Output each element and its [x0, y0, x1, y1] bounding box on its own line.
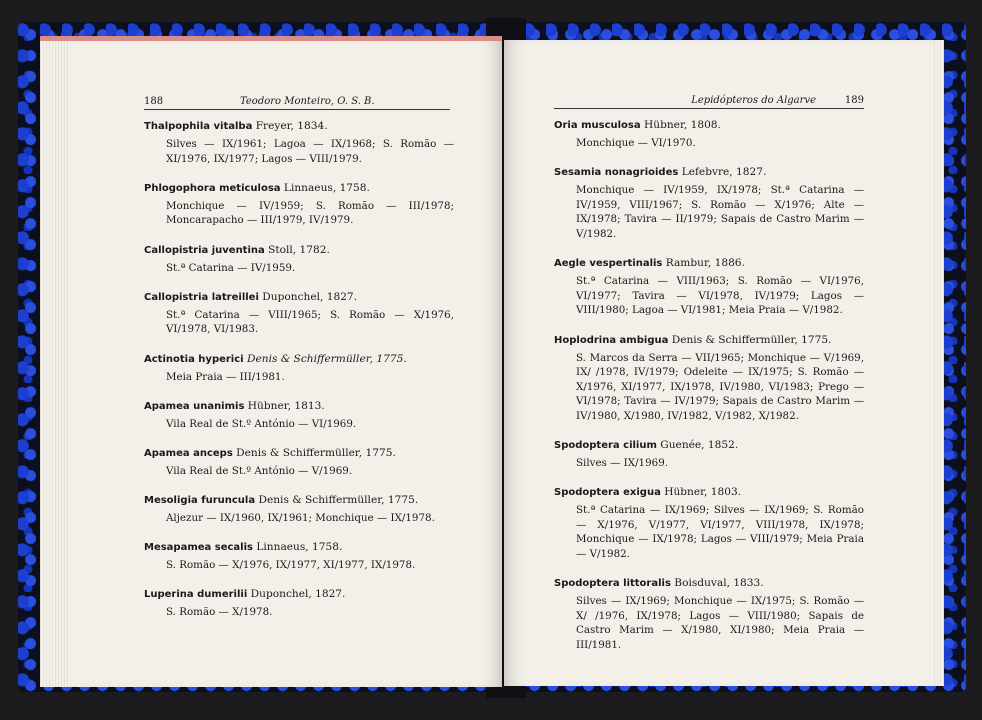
entry-title: [554, 576, 864, 591]
entry-title: [554, 438, 864, 453]
locality-records: St.ª Catarina — IV/1959.: [166, 261, 296, 274]
entry-title: [144, 243, 454, 258]
entry-title: [144, 540, 454, 555]
species-entry: [554, 333, 864, 424]
page-number: 188: [144, 96, 164, 107]
species-name: Spodoptera cilium: [554, 440, 657, 452]
entry-title: [144, 119, 454, 134]
species-entry: [554, 485, 864, 561]
running-head: Lepidópteros do Algarve: [691, 95, 816, 106]
entry-title: [144, 587, 454, 602]
entry-title: [144, 290, 454, 305]
species-name: Apamea anceps: [144, 447, 233, 459]
entry-title: [554, 118, 864, 133]
locality-records: Monchique — VI/1970.: [576, 137, 696, 149]
entry-title: [144, 493, 454, 508]
species-name: Apamea unanimis: [144, 400, 245, 412]
locality-records: Silves — IX/1969.: [576, 457, 669, 470]
species-entry: [144, 243, 454, 276]
entry-title: [144, 399, 454, 414]
locality-records: S. Romão — X/1976, IX/1977, XI/1977, IX/1978.: [166, 559, 416, 572]
species-entry: [144, 587, 454, 620]
species-author: Hübner, 1813.: [247, 399, 325, 412]
species-entry: [144, 399, 454, 432]
species-name: Callopistria latreillei: [144, 291, 259, 303]
species-author: Linnaeus, 1758.: [256, 541, 343, 554]
entry-title: [554, 333, 864, 348]
page-number: 189: [844, 95, 864, 106]
left-entries: [144, 119, 454, 635]
species-entry: [144, 119, 454, 166]
species-entry: [144, 290, 454, 337]
species-name: Mesapamea secalis: [144, 542, 253, 554]
entry-title: [144, 181, 454, 196]
locality-records: Vila Real de St.º António — VI/1969.: [166, 417, 357, 430]
locality-records: St.ª Catarina — IX/1969; Silves — IX/1969; S. Romão — X/1976, V/1977, VI/1977, VIII/1978, IX/1978; Monchique — IX/1978; Lagos — VIII/1979; Meia Praia — V/1982.: [576, 504, 864, 561]
locality-records: Silves — IX/1961; Lagoa — IX/1968; S. Romão — XI/1976, IX/1977; Lagos — VIII/1979.: [166, 138, 454, 165]
species-author: Denis & Schiffermüller, 1775.: [236, 446, 396, 459]
left-page: [40, 36, 502, 687]
locality-records: Monchique — IV/1959; S. Romão — III/1978; Moncarapacho — III/1979, IV/1979.: [166, 199, 454, 227]
species-name: Sesamia nonagrioides: [554, 167, 679, 179]
species-name: Spodoptera exigua: [554, 487, 661, 499]
locality-records: S. Marcos da Serra — VII/1965; Monchique — V/1969, IX/ /1978, IV/1979; Odeleite — IX/1975; S. Romão — X/1976, XI/1977, IX/1978, IV/1980, VI/1983; Prego — VI/1978; Tavira — IV/1979; Sapais de Castro Marim — IV/1980, X/1980, IV/1982, V/1982, X/1982.: [576, 351, 864, 422]
species-author: Hübner, 1803.: [664, 486, 742, 499]
left-page-header: [144, 95, 450, 110]
locality-records: Meia Praia — III/1981.: [166, 370, 285, 383]
locality-records: Aljezur — IX/1960, IX/1961; Monchique — IX/1978.: [166, 512, 435, 525]
species-author: Linnaeus, 1758.: [283, 181, 370, 194]
species-author: Lefebvre, 1827.: [681, 166, 767, 179]
locality-records: Monchique — IV/1959, IX/1978; St.ª Catarina — IV/1959, VIII/1967; S. Romão — X/1976; Alte — IX/1978; Tavira — II/1979; Sapais de Castro Marim — V/1982.: [576, 184, 864, 240]
species-author: Boisduval, 1833.: [674, 577, 764, 590]
species-author: Denis & Schiffermüller, 1775.: [671, 333, 832, 346]
entry-title: [554, 256, 864, 271]
species-entry: [554, 438, 864, 471]
species-author: Freyer, 1834.: [255, 120, 328, 132]
species-name: Spodoptera littoralis: [554, 578, 671, 590]
species-author: Denis & Schiffermüller, 1775.: [258, 494, 419, 507]
species-name: Luperina dumerilii: [144, 589, 248, 601]
species-name: Actinotia hyperici: [144, 353, 244, 365]
right-page: [504, 40, 944, 686]
locality-records: St.ª Catarina — VIII/1965; S. Romão — X/1976, VI/1978, VI/1983.: [166, 308, 454, 336]
species-name: Oria musculosa: [554, 120, 641, 131]
species-name: Mesoligia furuncula: [144, 495, 256, 507]
species-name: Phlogophora meticulosa: [144, 182, 281, 194]
entry-title: [144, 352, 454, 367]
species-entry: [144, 493, 454, 526]
species-entry: [144, 352, 454, 385]
right-entries: [554, 118, 864, 667]
locality-records: S. Romão — X/1978.: [166, 606, 273, 619]
locality-records: St.ª Catarina — VIII/1963; S. Romão — VI/1976, VI/1977; Tavira — VI/1978, IV/1979; Lagos — VIII/1980; Lagoa — VI/1981; Meia Praia — V/1982.: [576, 275, 864, 317]
species-name: Aegle vespertinalis: [554, 258, 663, 270]
running-head: Teodoro Monteiro, O. S. B.: [240, 96, 375, 107]
species-author: Duponchel, 1827.: [250, 588, 346, 601]
entry-title: [554, 485, 864, 500]
species-entry: [144, 446, 454, 479]
species-entry: [554, 165, 864, 241]
species-name: Hoplodrina ambigua: [554, 334, 669, 346]
species-entry: [554, 118, 864, 151]
species-author: Stoll, 1782.: [268, 243, 330, 256]
species-author: Denis & Schiffermüller, 1775.: [246, 352, 407, 365]
species-entry: [554, 256, 864, 318]
entry-title: [144, 446, 454, 461]
species-entry: [144, 181, 454, 228]
species-author: Duponchel, 1827.: [262, 290, 358, 303]
locality-records: Silves — IX/1969; Monchique — IX/1975; S. Romão — X/ /1976, IX/1978; Lagos — VIII/1980; Sapais de Castro Marim — X/1980, XI/1980; Meia Praia — III/1981.: [576, 595, 864, 652]
species-author: Guenée, 1852.: [660, 439, 739, 452]
species-name: Callopistria juventina: [144, 244, 265, 256]
species-author: Hübner, 1808.: [644, 119, 721, 131]
species-name: Thalpophila vitalba: [144, 121, 253, 132]
species-entry: [554, 576, 864, 652]
locality-records: Vila Real de St.º António — V/1969.: [166, 464, 353, 477]
species-entry: [144, 540, 454, 573]
right-page-header: [554, 94, 864, 109]
entry-title: [554, 165, 864, 180]
species-author: Rambur, 1886.: [665, 257, 745, 270]
